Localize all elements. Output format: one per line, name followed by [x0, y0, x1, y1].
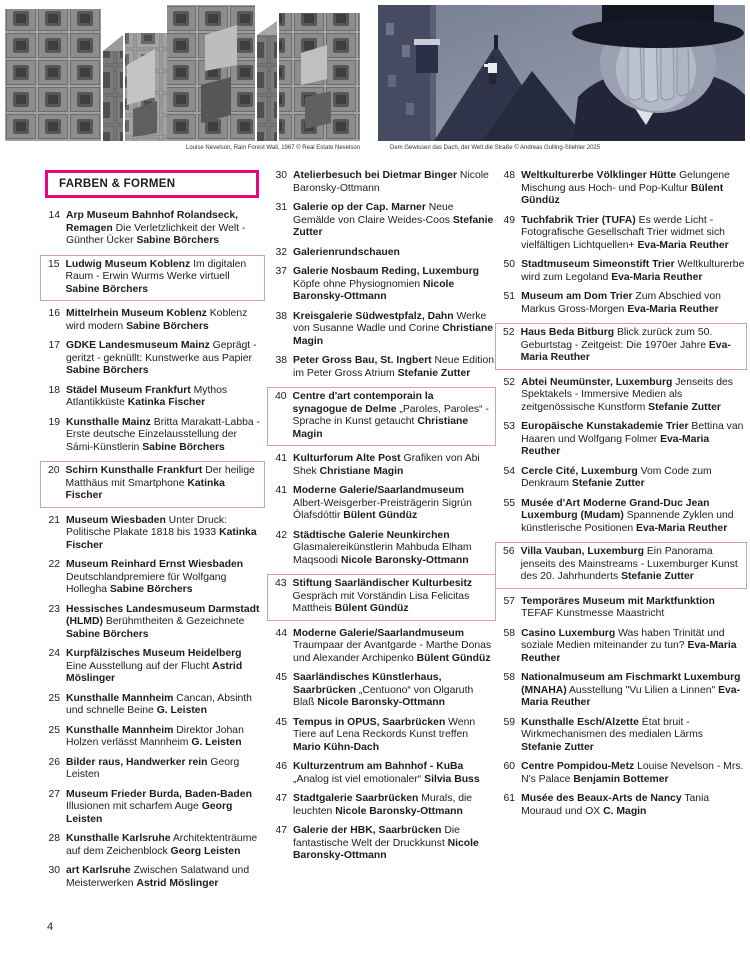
toc-entry	[272, 628, 494, 666]
entry-page-number: 59	[503, 716, 516, 728]
toc-entry	[500, 761, 745, 786]
entry-page-number: 52	[503, 376, 516, 388]
toc-entry	[500, 377, 745, 415]
entry-text: Ludwig Museum Koblenz Im digitalen Raum - Erwin Wurms Werke virtuell Sabine Börchers	[65, 258, 247, 295]
entry-text: Kreisgalerie Südwestpfalz, Dahn Werke von Susanne Wadle und Corine Christiane Magin	[293, 310, 494, 347]
toc-entry	[272, 717, 494, 755]
toc-entry	[500, 672, 745, 710]
entry-text: Museum am Dom Trier Zum Abschied von Markus Gross-Morgen Eva-Maria Reuther	[521, 291, 721, 315]
entry-page-number: 21	[48, 514, 60, 526]
entry-page-number: 26	[48, 756, 60, 768]
entry-text: Galerienrundschauen	[293, 246, 400, 258]
entry-page-number: 48	[503, 170, 516, 181]
entry-page-number: 53	[503, 421, 516, 432]
toc-entry	[267, 574, 496, 621]
entry-page-number: 25	[48, 692, 60, 704]
entry-page-number: 57	[503, 595, 516, 607]
entry-page-number: 30	[275, 170, 288, 181]
painting-artwork-image	[378, 5, 745, 141]
toc-entry	[272, 530, 494, 568]
entry-text: Musée d'Art Moderne Grand-Duc Jean Luxemburg (Mudam) Spannende Zyklen und künstlerische Positionen Eva-Maria Reuther	[521, 497, 734, 534]
entry-page-number: 58	[503, 672, 516, 683]
toc-entry	[500, 628, 745, 666]
entry-text: Moderne Galerie/Saarlandmuseum Albert-Weisgerber-Preisträgerin Sigrún Ólafsdóttir Bülent Gündüz	[293, 485, 472, 521]
entry-page-number: 43	[274, 578, 287, 589]
entry-text: Bilder raus, Handwerker rein Georg Leisten	[66, 756, 240, 780]
toc-entry	[272, 825, 494, 863]
entry-page-number: 42	[275, 529, 288, 541]
entry-page-number: 54	[503, 465, 516, 477]
toc-entry	[272, 355, 494, 380]
entry-text: Städel Museum Frankfurt Mythos Atlantikküste Katinka Fischer	[66, 384, 228, 408]
toc-entry	[272, 202, 494, 240]
toc-entry	[45, 385, 263, 410]
entry-page-number: 37	[275, 266, 288, 277]
entry-page-number: 58	[503, 627, 516, 639]
toc-entry	[45, 693, 263, 718]
entry-text: Kulturforum Alte Post Grafiken von Abi Shek Christiane Magin	[293, 453, 480, 477]
entry-text: Hessisches Landesmuseum Darmstadt (HLMD) Berühmtheiten & Gezeichnete Sabine Börchers	[66, 603, 260, 640]
entry-text: Museum Reinhard Ernst Wiesbaden Deutschlandpremiere für Wolfgang Hollegha Sabine Börchers	[66, 559, 244, 595]
entry-text: Stadtmuseum Simeonstift Trier Weltkulturerbe wird zum Legoland Eva-Maria Reuther	[521, 259, 745, 283]
entry-page-number: 19	[48, 416, 60, 428]
entry-page-number: 45	[275, 672, 288, 683]
entry-page-number: 15	[47, 258, 60, 270]
toc-entry	[495, 542, 747, 589]
entry-page-number: 51	[503, 291, 516, 302]
entry-page-number: 22	[48, 559, 60, 570]
toc-entry	[45, 789, 263, 827]
entry-page-number: 25	[48, 724, 60, 736]
entry-page-number: 32	[275, 246, 288, 258]
entry-text: Haus Beda Bitburg Blick zurück zum 50. Geburtstag - Zeitgeist: Die 1970er Jahre Eva-Maria Reuther	[520, 327, 731, 363]
entry-page-number: 31	[275, 202, 288, 213]
toc-entry	[272, 672, 494, 710]
entry-text: Kunsthalle Karlsruhe Architektenträume auf dem Zeichenblock Georg Leisten	[66, 833, 258, 857]
entry-page-number: 55	[503, 497, 516, 509]
entry-text: Villa Vauban, Luxemburg Ein Panorama jenseits des Mainstreams - Luxemburger Kunst des 20. Jahrhunderts Stefanie Zutter	[520, 546, 738, 582]
entry-text: Kulturzentrum am Bahnhof - KuBa „Analog ist viel emotionaler“ Silvia Buss	[293, 761, 480, 785]
entry-page-number: 41	[275, 485, 288, 496]
entry-text: Schirn Kunsthalle Frankfurt Der heilige Matthäus mit Smartphone Katinka Fischer	[65, 465, 255, 501]
left-image-caption: Louise Nevelson, Rain Forest Wall, 1967 © Real Estate Nevelson	[186, 145, 360, 151]
toc-entry	[45, 515, 263, 553]
entry-page-number: 24	[48, 648, 60, 659]
nevelson-artwork-image	[5, 5, 360, 141]
toc-entry	[40, 255, 265, 302]
toc-entry	[45, 725, 263, 750]
toc-entry	[45, 417, 263, 455]
entry-page-number: 40	[274, 391, 287, 402]
section-header-farben-formen: FARBEN & FORMEN	[45, 170, 259, 198]
entry-text: Europäische Kunstakademie Trier Bettina van Haaren und Wolfgang Folmer Eva-Maria Reuther	[521, 421, 744, 457]
entry-text: Arp Museum Bahnhof Rolandseck, Remagen Die Verletzlichkeit der Welt - Günther Ücker Sabine Börchers	[66, 210, 246, 246]
entry-text: Mittelrhein Museum Koblenz Koblenz wird modern Sabine Börchers	[66, 308, 248, 332]
entry-page-number: 50	[503, 259, 516, 270]
toc-column	[272, 170, 494, 897]
entry-page-number: 44	[275, 627, 288, 639]
entry-text: Centre d'art contemporain la synagogue de Delme „Paroles, Paroles“ - Sprache in Kunst getaucht Christiane Magin	[292, 391, 489, 440]
entry-text: Peter Gross Bau, St. Ingbert Neue Edition im Peter Gross Atrium Stefanie Zutter	[293, 355, 495, 379]
entry-text: Atelierbesuch bei Dietmar Binger Nicole Baronsky-Ottmann	[293, 170, 489, 194]
toc-entry	[45, 833, 263, 858]
toc-entry	[45, 308, 263, 333]
toc-entry	[272, 311, 494, 349]
toc-columns	[45, 170, 745, 897]
toc-entry	[45, 865, 263, 890]
toc-entry	[272, 266, 494, 304]
entry-page-number: 41	[275, 453, 288, 464]
toc-entry	[500, 259, 745, 284]
toc-entry	[272, 761, 494, 786]
toc-entry	[45, 210, 263, 248]
right-image-caption: Dem Gewissen das Dach, der Welt die Straße © Andreas Gulling-Stiehler 2025	[390, 145, 601, 151]
entry-text: Galerie der HBK, Saarbrücken Die fantastische Welt der Druckkunst Nicole Baronsky-Ottmann	[293, 825, 479, 861]
entry-page-number: 38	[275, 355, 288, 366]
entry-text: Städtische Galerie Neunkirchen Glasmalereikünstlerin Mahbuda Elham Maqsoodi Nicole Baronsky-Ottmann	[293, 529, 472, 566]
entry-text: Musée des Beaux-Arts de Nancy Tania Mouraud und OX C. Magin	[521, 793, 710, 817]
entry-page-number: 47	[275, 825, 288, 836]
entry-text: Tuchfabrik Trier (TUFA) Es werde Licht - Fotografische Gesellschaft Trier widmet sich vielfältigen Lichtquellen+ Eva-Maria Reuther	[521, 214, 729, 251]
entry-page-number: 17	[48, 340, 60, 351]
entry-text: Museum Wiesbaden Unter Druck: Politische Plakate 1818 bis 1933 Katinka Fischer	[66, 514, 257, 551]
entry-text: Saarländisches Künstlerhaus, Saarbrücken „Centuono“ von Olgaruth Blaß Nicole Baronsky-Ottmann	[293, 672, 474, 708]
entry-page-number: 18	[48, 384, 60, 396]
toc-entry	[500, 466, 745, 491]
entry-text: Weltkulturerbe Völklinger Hütte Gelungene Mischung aus Hoch- und Pop-Kultur Bülent Gündüz	[521, 170, 730, 206]
toc-entry	[45, 559, 263, 597]
toc-entry	[500, 170, 745, 208]
entry-text: Centre Pompidou-Metz Louise Nevelson - Mrs. N's Palace Benjamin Bottemer	[521, 761, 744, 785]
header-image-strip	[0, 0, 750, 158]
entry-page-number: 47	[275, 793, 288, 804]
toc-entry	[500, 596, 745, 621]
entry-page-number: 61	[503, 793, 516, 804]
entry-text: Tempus in OPUS, Saarbrücken Wenn Tiere auf Lena Reckords Kunst treffen Mario Kühn-Dach	[293, 716, 476, 753]
toc-entry	[500, 498, 745, 536]
entry-page-number: 46	[275, 761, 288, 772]
entry-page-number: 52	[503, 327, 515, 338]
toc-column	[45, 210, 263, 890]
toc-entry	[272, 247, 494, 260]
toc-entry	[45, 757, 263, 782]
entry-text: Stadtgalerie Saarbrücken Murals, die leuchten Nicole Baronsky-Ottmann	[293, 793, 473, 817]
toc-entry	[40, 461, 265, 508]
entry-page-number: 16	[48, 308, 60, 319]
entry-page-number: 30	[48, 865, 60, 876]
entry-page-number: 56	[503, 546, 515, 557]
entry-text: Kurpfälzisches Museum Heidelberg Eine Ausstellung auf der Flucht Astrid Möslinger	[66, 648, 243, 684]
toc-entry	[272, 170, 494, 195]
toc-entry	[500, 421, 745, 459]
toc-entry	[45, 648, 263, 686]
entry-page-number: 20	[47, 465, 60, 476]
toc-entry	[45, 340, 263, 378]
toc-entry	[495, 323, 747, 370]
entry-page-number: 38	[275, 310, 288, 322]
toc-entry	[45, 604, 263, 642]
toc-entry	[272, 793, 494, 818]
entry-page-number: 28	[48, 833, 60, 844]
toc-column	[500, 170, 745, 897]
entry-text: Galerie op der Cap. Marner Neue Gemälde von Claire Weides-Coos Stefanie Zutter	[293, 202, 494, 238]
toc-entry	[272, 453, 494, 478]
entry-page-number: 23	[48, 603, 60, 615]
entry-text: Galerie Nosbaum Reding, Luxemburg Köpfe ohne Physiognomien Nicole Baronsky-Ottmann	[293, 266, 479, 302]
entry-text: Moderne Galerie/Saarlandmuseum Traumpaar der Avantgarde - Marthe Donas und Alexander Archipenko Bülent Gündüz	[293, 627, 492, 664]
entry-text: Cercle Cité, Luxemburg Vom Code zum Denkraum Stefanie Zutter	[521, 465, 712, 489]
toc-entry	[500, 215, 745, 253]
toc-entry	[272, 485, 494, 523]
entry-page-number: 60	[503, 761, 516, 772]
toc-entry	[500, 291, 745, 316]
entry-text: Kunsthalle Mainz Britta Marakatt-Labba - Erste deutsche Einzelausstellung der Sámi-Künstlerin Sabine Börchers	[66, 416, 261, 453]
entry-text: Casino Luxemburg Was haben Trinität und soziale Medien miteinander zu tun? Eva-Maria Reuther	[521, 627, 737, 664]
entry-page-number: 45	[275, 716, 288, 728]
entry-page-number: 49	[503, 214, 516, 226]
entry-text: Abtei Neumünster, Luxemburg Jenseits des Spektakels - Immersive Medien als zeitgenössische Kunstform Stefanie Zutter	[521, 376, 733, 413]
toc-entry	[500, 717, 745, 755]
entry-text: GDKE Landesmuseum Mainz Geprägt - geritzt - geknüllt: Kunstwerke aus Papier Sabine Börchers	[66, 340, 257, 376]
entry-page-number: 14	[48, 210, 60, 221]
entry-text: Stiftung Saarländischer Kulturbesitz Gespräch mit Vorständin Lisa Felicitas Mattheis Bülent Gündüz	[292, 578, 473, 614]
toc-entry	[500, 793, 745, 818]
entry-text: Museum Frieder Burda, Baden-Baden Illusionen mit scharfem Auge Georg Leisten	[66, 788, 252, 825]
page-number: 4	[47, 921, 54, 933]
entry-page-number: 27	[48, 788, 60, 800]
toc-entry	[267, 387, 496, 446]
toc-column-1-wrap	[45, 170, 263, 897]
entry-text: Temporäres Museum mit Marktfunktion TEFAF Kunstmesse Maastricht	[521, 595, 715, 619]
entry-text: Kunsthalle Esch/Alzette État bruit - Wirkmechanismen des medialen Lärms Stefanie Zutter	[521, 716, 703, 753]
entry-text: Nationalmuseum am Fischmarkt Luxemburg (MNAHA) Ausstellung "Vu Lilien a Linnen" Eva-Maria Reuther	[521, 672, 741, 708]
entry-text: Kunsthalle Mannheim Direktor Johan Holzen verlässt Mannheim G. Leisten	[66, 724, 244, 748]
entry-text: art Karlsruhe Zwischen Salatwand und Meisterwerken Astrid Möslinger	[66, 865, 250, 889]
entry-text: Kunsthalle Mannheim Cancan, Absinth und schnelle Beine G. Leisten	[66, 692, 252, 716]
